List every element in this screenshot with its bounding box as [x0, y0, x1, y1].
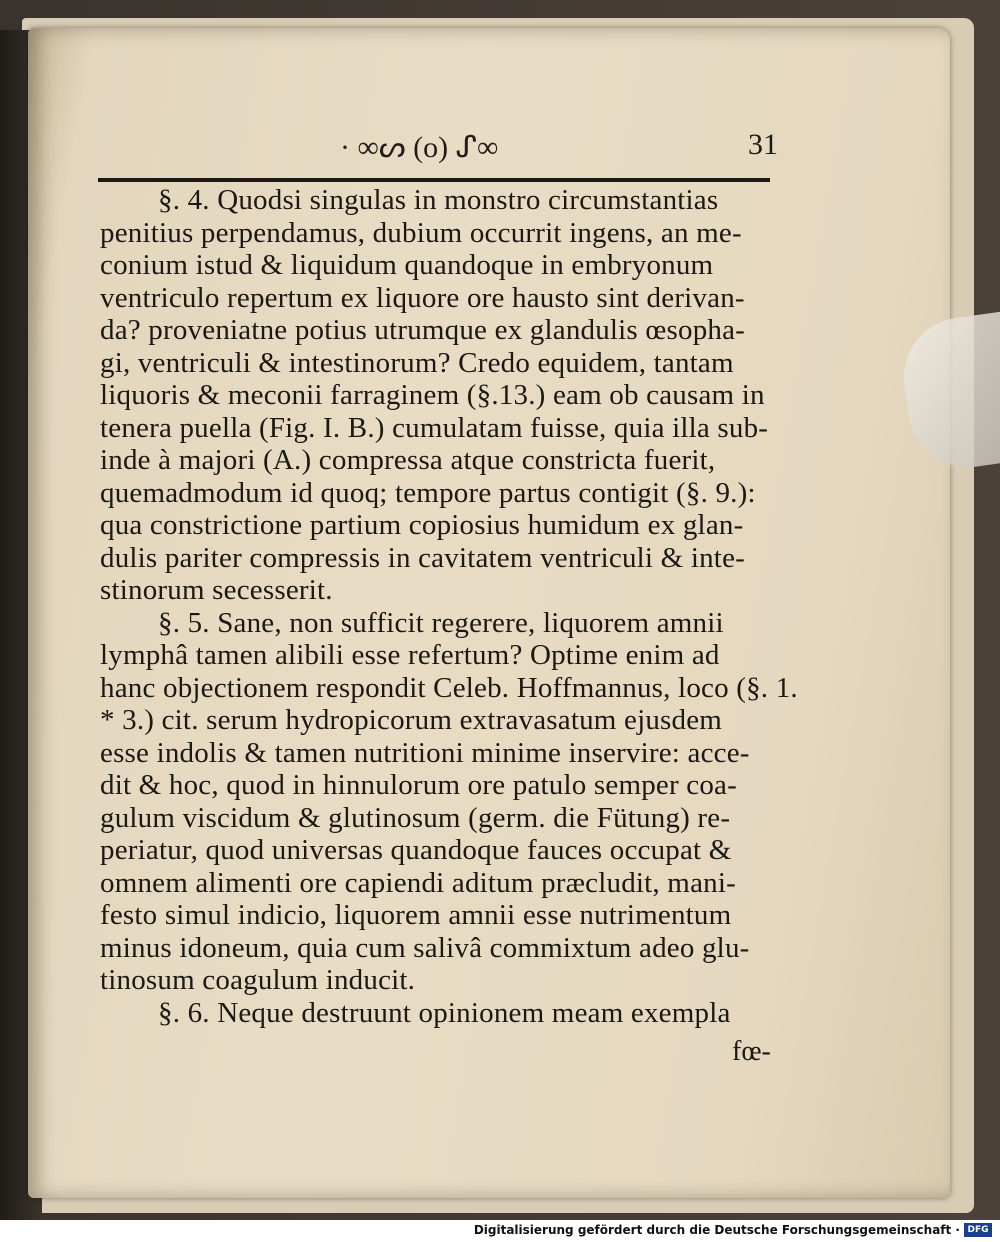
text-line: liquoris & meconii farraginem (§.13.) eam ob causam in — [100, 379, 765, 411]
text-line: periatur, quod universas quandoque fauces occupat & — [100, 834, 732, 866]
text-line: §. 5. Sane, non sufficit regerere, liquorem amnii — [158, 606, 724, 639]
text-line: lymphâ tamen alibili esse refertum? Optime enim ad — [100, 639, 720, 671]
text-line: inde à majori (A.) compressa atque constricta fuerit, — [100, 444, 716, 476]
text-line: hanc objectionem respondit Celeb. Hoffmannus, loco (§. 1. — [100, 671, 798, 704]
page-header — [340, 128, 780, 172]
header-rule — [98, 178, 770, 182]
header-ornament: · ∞ᔕ (o) ᔑ∞ — [340, 131, 499, 164]
text-line: §. 6. Neque destruunt opinionem meam exempla — [158, 996, 731, 1029]
text-line: gulum viscidum & glutinosum (germ. die Fütung) re- — [100, 801, 731, 834]
page-number: 31 — [748, 128, 778, 161]
text-line: quemadmodum id quoq; tempore partus contigit (§. 9.): — [100, 476, 756, 509]
text-line: minus idoneum, quia cum salivâ commixtum adeo glu- — [100, 931, 750, 964]
text-line: * 3.) cit. serum hydropicorum extravasatum ejusdem — [100, 704, 723, 736]
text-line: da? proveniatne potius utrumque ex glandulis œsopha- — [100, 314, 746, 346]
text-line: qua constrictione partium copiosius humidum ex glan- — [100, 509, 744, 541]
catchword: fœ- — [732, 1036, 771, 1067]
footer-bar — [0, 1220, 1000, 1242]
dfg-logo: DFG — [964, 1223, 992, 1237]
text-line: penitius perpendamus, dubium occurrit ingens, an me- — [100, 216, 742, 249]
text-line: dit & hoc, quod in hinnulorum ore patulo semper coa- — [100, 769, 737, 801]
text-line: esse indolis & tamen nutritioni minime inservire: acce- — [100, 736, 750, 769]
text-line: gi, ventriculi & intestinorum? Credo equidem, tantam — [100, 346, 734, 379]
text-line: conium istud & liquidum quandoque in embryonum — [100, 249, 714, 281]
text-line: tenera puella (Fig. I. B.) cumulatam fuisse, quia illa sub- — [100, 411, 769, 444]
text-line: omnem alimenti ore capiendi aditum præcludit, mani- — [100, 866, 736, 899]
text-line: ventriculo repertum ex liquore ore hausto sint derivan- — [100, 281, 745, 314]
text-line: stinorum secesserit. — [100, 574, 333, 606]
digitization-credit: Digitalisierung gefördert durch die Deutsche Forschungsgemeinschaft · — [473, 1223, 960, 1237]
text-line: §. 4. Quodsi singulas in monstro circumstantias — [158, 184, 719, 216]
text-line: dulis pariter compressis in cavitatem ventriculi & inte- — [100, 541, 745, 574]
text-line: festo simul indicio, liquorem amnii esse nutrimentum — [100, 899, 732, 931]
text-line: tinosum coagulum inducit. — [100, 964, 416, 996]
body-text — [100, 184, 798, 1029]
